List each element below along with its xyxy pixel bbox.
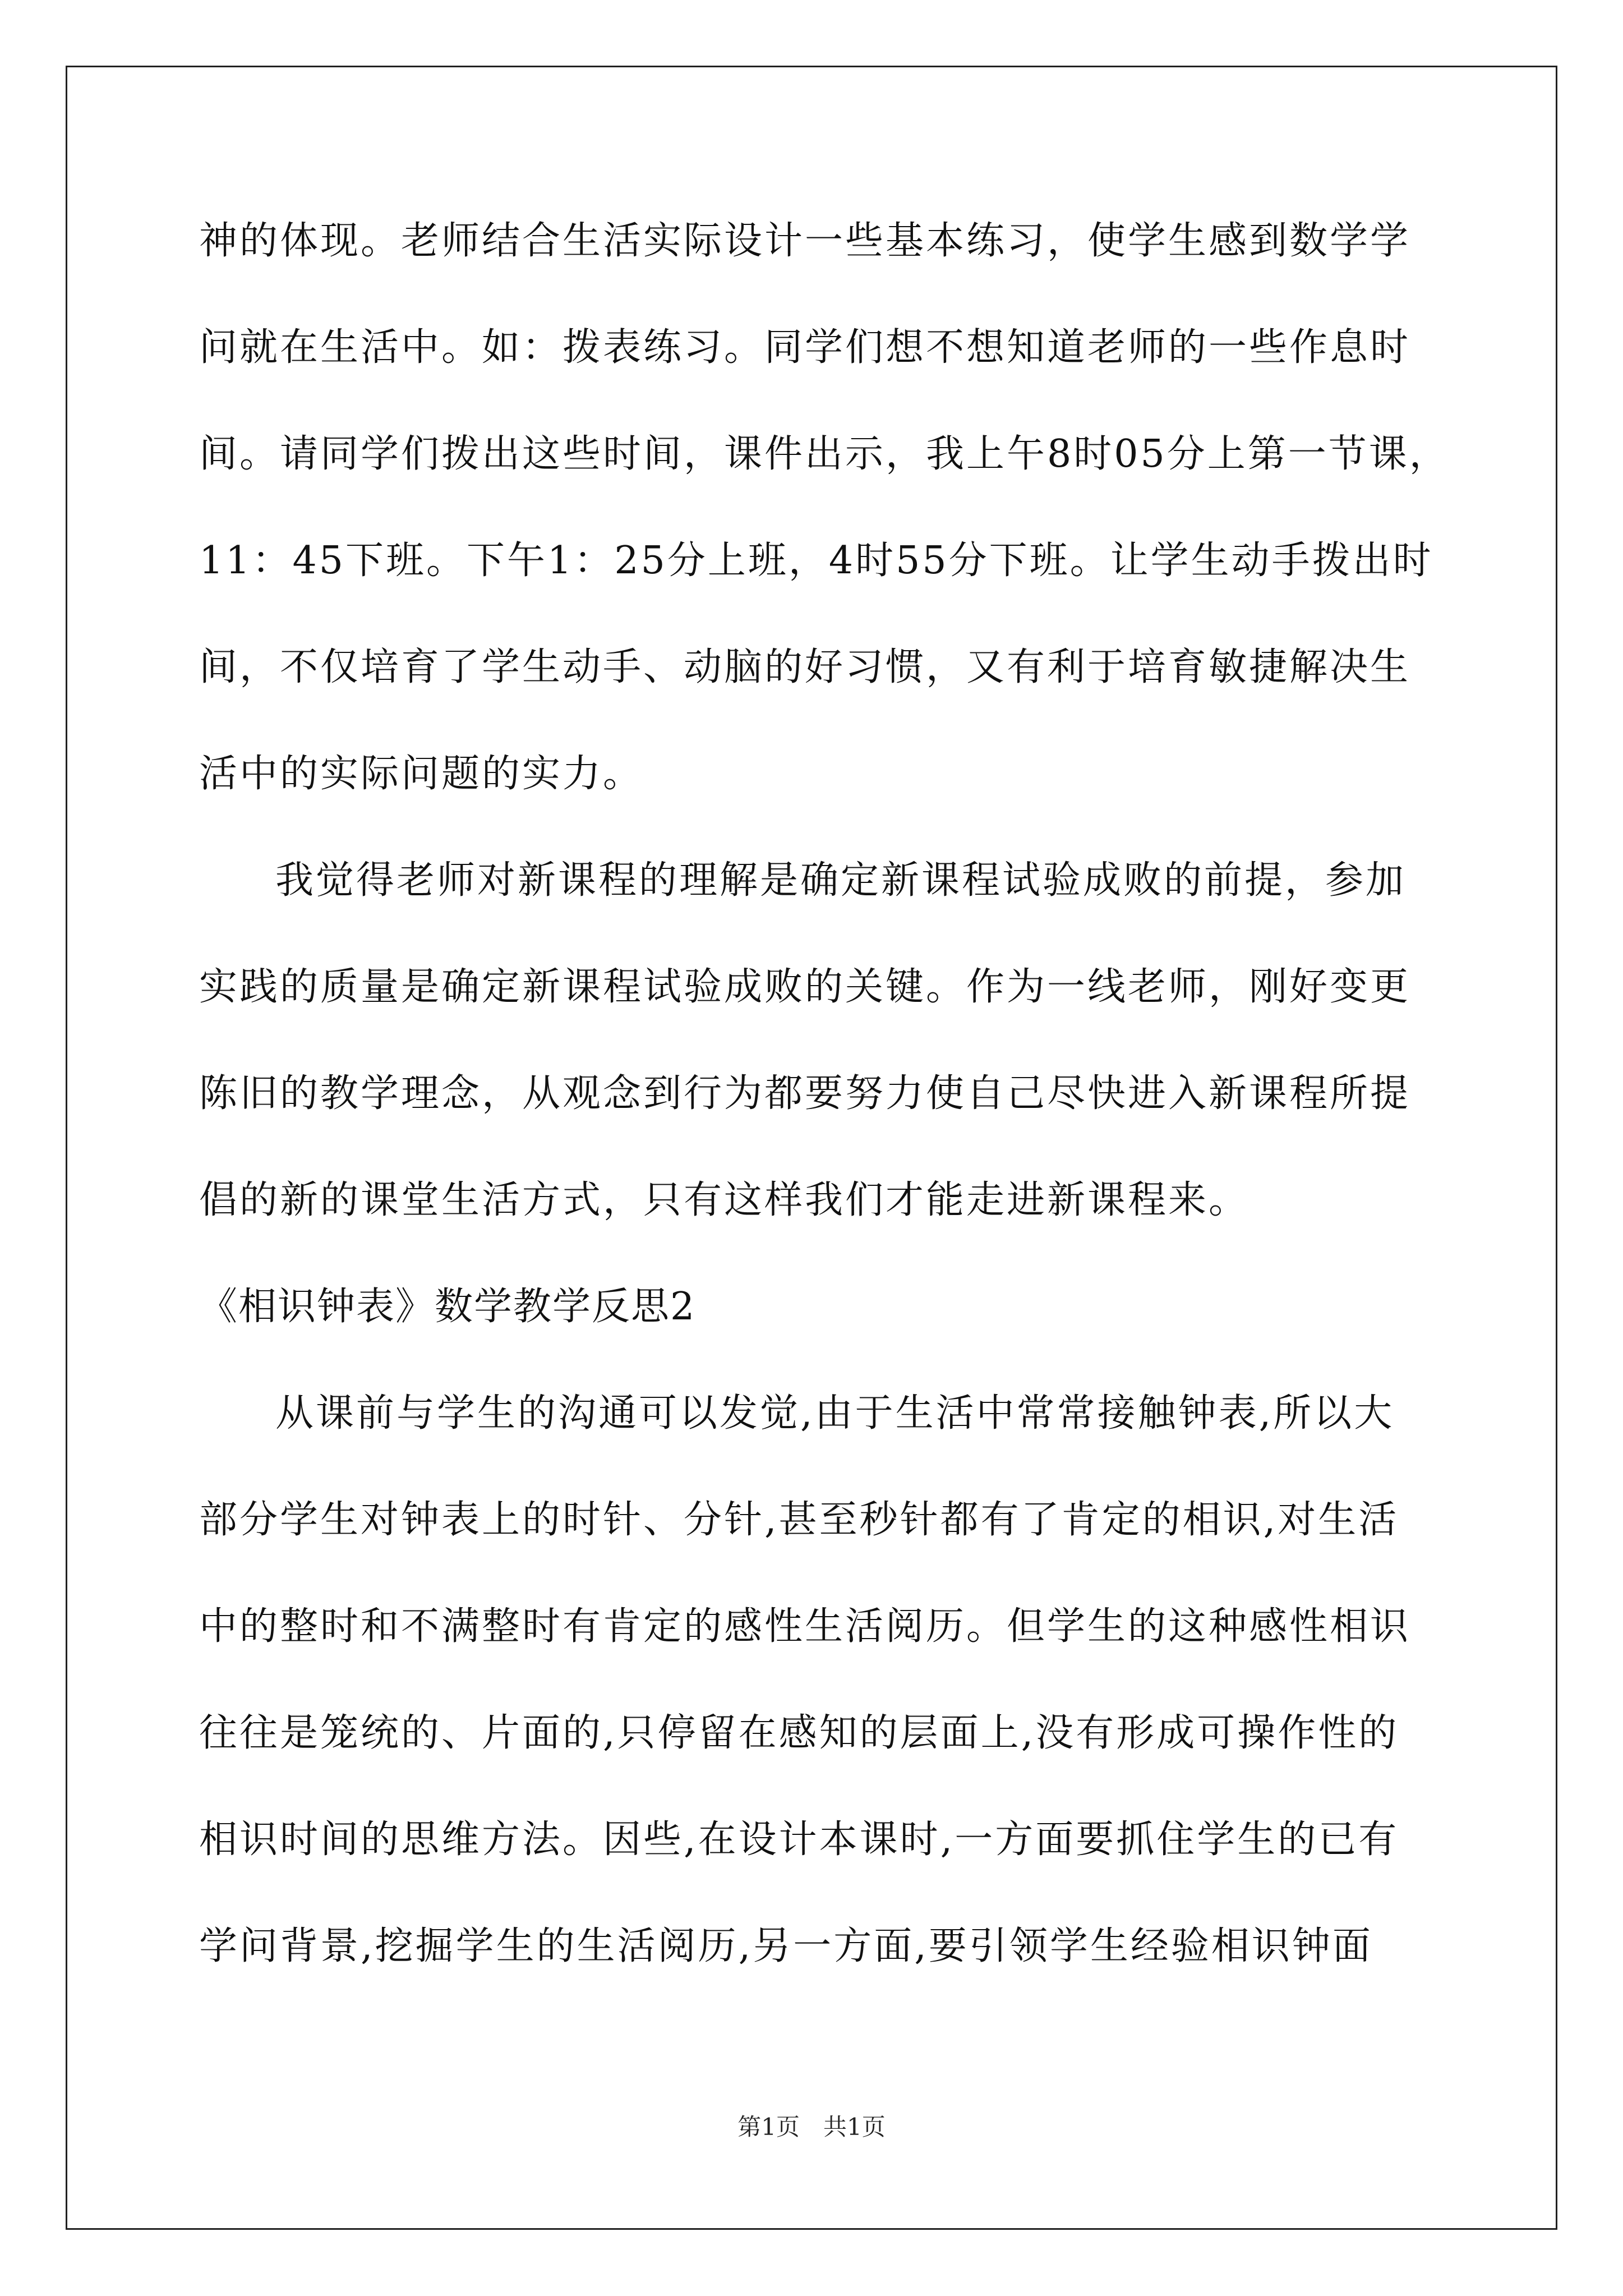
body-line: 学问背景,挖掘学生的生活阅历,另一方面,要引领学生经验相识钟面	[199, 1924, 1373, 1968]
body-line: 部分学生对钟表上的时针、分针,甚至秒针都有了肯定的相识,对生活	[199, 1498, 1399, 1542]
body-line: 往往是笼统的、片面的,只停留在感知的层面上,没有形成可操作性的	[199, 1711, 1399, 1755]
body-line: 中的整时和不满整时有肯定的感性生活阅历。但学生的这种感性相识	[199, 1604, 1411, 1649]
document-body	[199, 219, 1450, 2033]
body-line: 相识时间的思维方法。因些,在设计本课时,一方面要抓住学生的已有	[199, 1818, 1399, 1862]
body-line: 活中的实际问题的实力。	[199, 752, 644, 796]
page-number-footer: 第1页 共1页	[737, 2113, 886, 2141]
body-line: 陈旧的教学理念，从观念到行为都要努力使自己尽快进入新课程所提	[199, 1071, 1411, 1116]
body-line: 间。请同学们拨出这些时间，课件出示，我上午8时05分上第一节课，	[199, 432, 1450, 476]
body-line: 间，不仅培育了学生动手、动脑的好习惯，又有利于培育敏捷解决生	[199, 645, 1411, 689]
body-line: 实践的质量是确定新课程试验成败的关键。作为一线老师，刚好变更	[199, 965, 1411, 1009]
body-line: 神的体现。老师结合生活实际设计一些基本练习，使学生感到数学学	[199, 219, 1411, 263]
paragraph-first-line: 我觉得老师对新课程的理解是确定新课程试验成败的前提，参加	[275, 858, 1407, 903]
paragraph-first-line: 从课前与学生的沟通可以发觉,由于生活中常常接触钟表,所以大	[275, 1391, 1395, 1435]
body-line: 倡的新的课堂生活方式，只有这样我们才能走进新课程来。	[199, 1178, 1249, 1222]
section-heading: 《相识钟表》数学教学反思2	[199, 1285, 696, 1329]
body-line: 问就在生活中。如：拨表练习。同学们想不想知道老师的一些作息时	[199, 325, 1411, 370]
body-line: 11：45下班。下午1：25分上班，4时55分下班。让学生动手拨出时	[199, 539, 1433, 583]
